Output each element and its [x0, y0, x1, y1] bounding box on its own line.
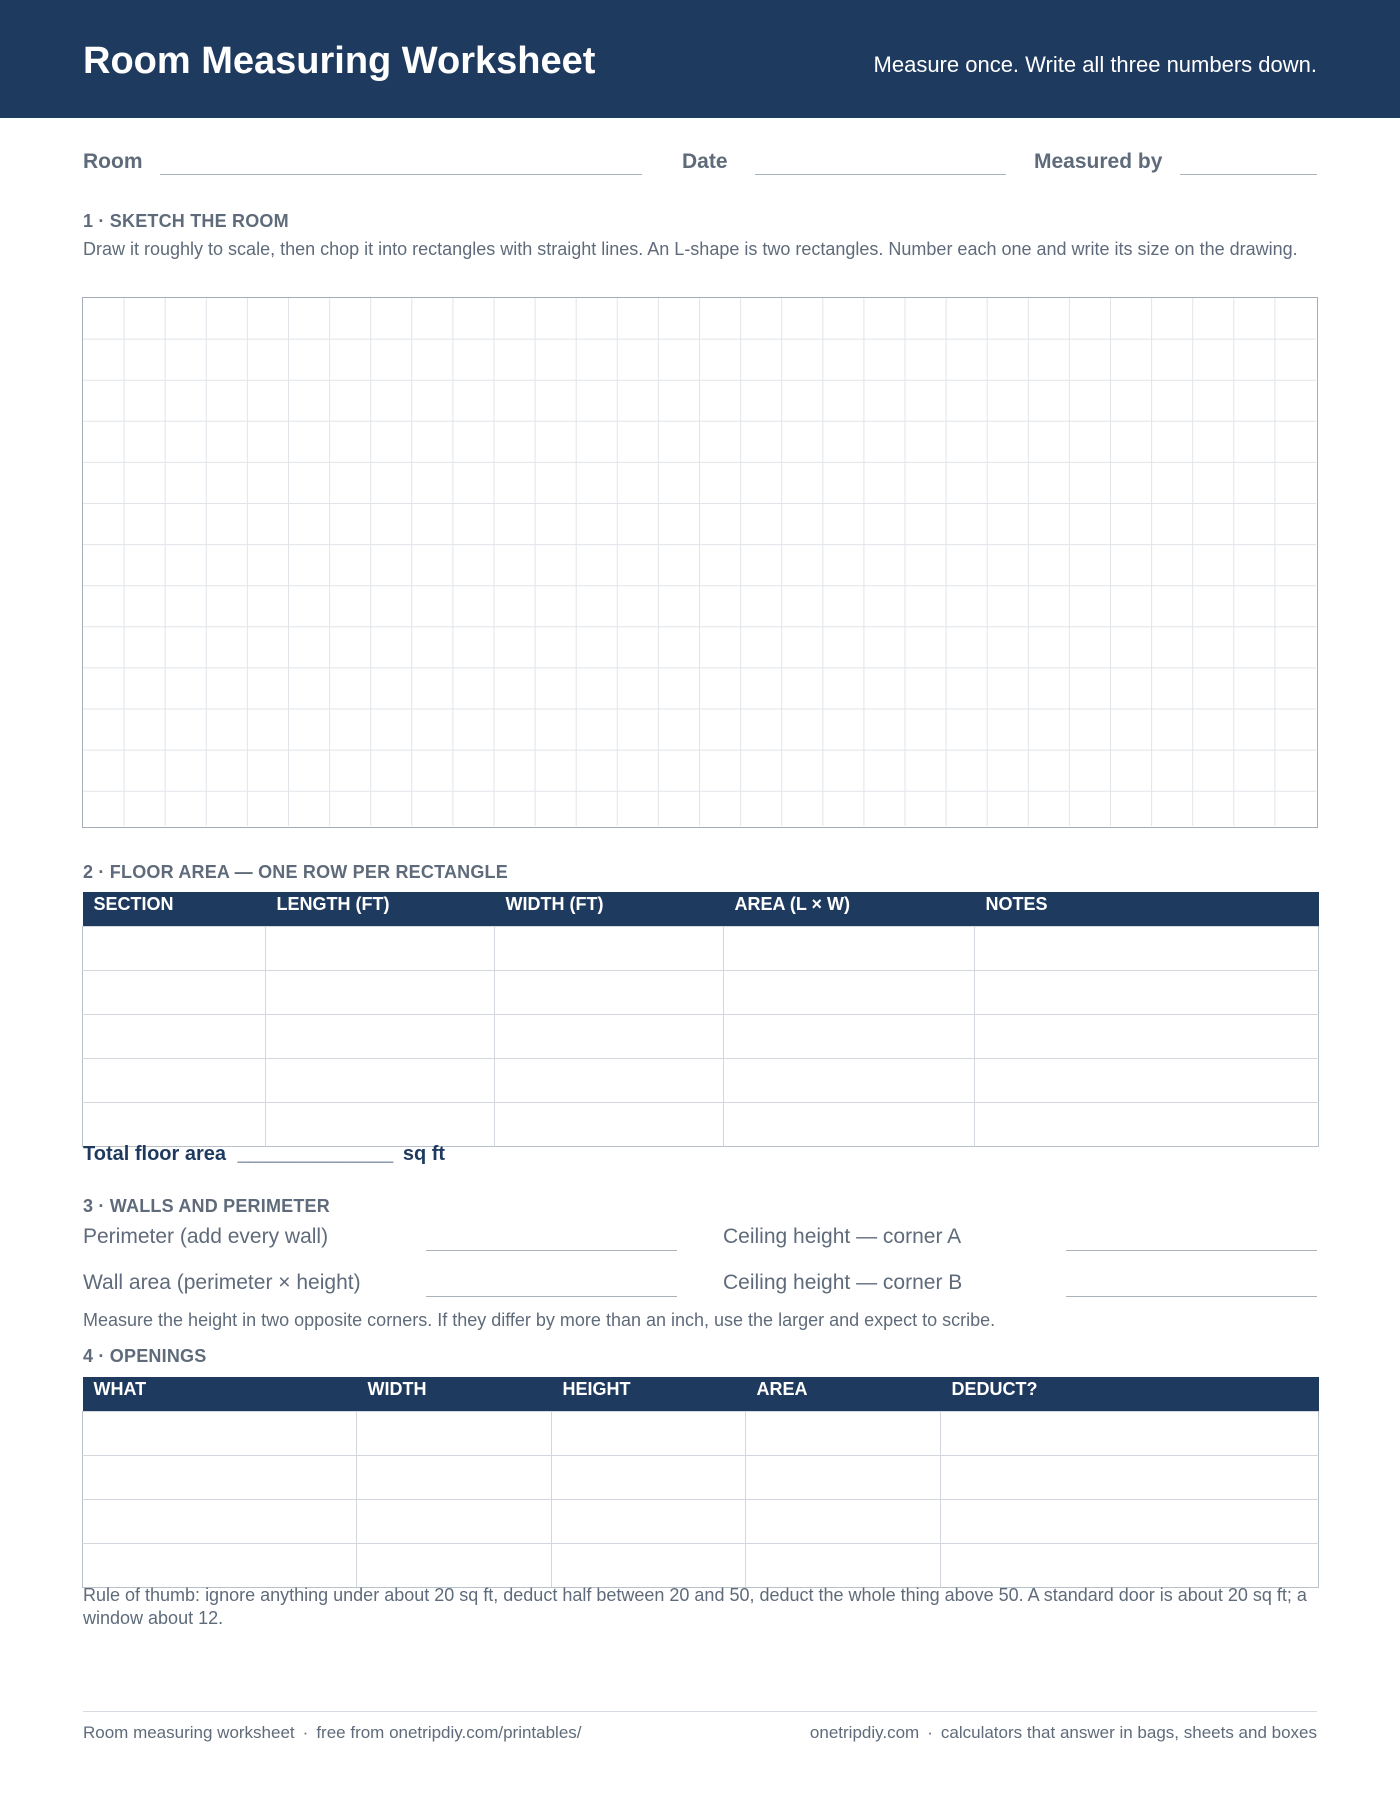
- section-3-note: Measure the height in two opposite corners. If they differ by more than an inch, use the larger and expect to scribe.: [83, 1310, 996, 1330]
- page-header: [0, 0, 1400, 118]
- table-cell[interactable]: [552, 1543, 746, 1587]
- section-4-note: Rule of thumb: ignore anything under about 20 sq ft, deduct half between 20 and 50, deduct the whole thing above 50. A standard door is about 20 sq ft; a window about 12.: [83, 1585, 1307, 1628]
- date-field[interactable]: [755, 174, 1006, 175]
- room-field[interactable]: [160, 174, 642, 175]
- total-floor-area: [83, 1143, 445, 1166]
- footer-separator: ·: [927, 1723, 933, 1742]
- table-cell[interactable]: [83, 1014, 266, 1058]
- col-what: WHAT: [83, 1377, 357, 1411]
- col-width: WIDTH (FT): [495, 892, 724, 926]
- table-row: [83, 1499, 1319, 1543]
- table-cell[interactable]: [552, 1411, 746, 1455]
- table-cell[interactable]: [357, 1411, 552, 1455]
- table-row: [83, 1058, 1319, 1102]
- meta-row: [83, 150, 1317, 178]
- table-cell[interactable]: [83, 1058, 266, 1102]
- table-row: [83, 926, 1319, 970]
- table-cell[interactable]: [495, 1014, 724, 1058]
- table-row: [83, 1411, 1319, 1455]
- floor-area-header-row: [83, 892, 1319, 926]
- openings-header-row: [83, 1377, 1319, 1411]
- table-cell[interactable]: [83, 1455, 357, 1499]
- perimeter-field[interactable]: [426, 1250, 677, 1251]
- table-cell[interactable]: [83, 1102, 266, 1146]
- table-cell[interactable]: [975, 1102, 1319, 1146]
- table-cell[interactable]: [975, 970, 1319, 1014]
- total-floor-area-unit: sq ft: [402, 1143, 446, 1165]
- col-width: WIDTH: [357, 1377, 552, 1411]
- table-cell[interactable]: [724, 1014, 975, 1058]
- table-cell[interactable]: [975, 1058, 1319, 1102]
- table-cell[interactable]: [495, 970, 724, 1014]
- section-1-instructions: Draw it roughly to scale, then chop it into rectangles with straight lines. An L-shape is two rectangles. Number each one and write its size on the drawing.: [83, 239, 1298, 259]
- measured-by-field[interactable]: [1180, 174, 1317, 175]
- table-row: [83, 1014, 1319, 1058]
- col-area: AREA (L × W): [724, 892, 975, 926]
- table-cell[interactable]: [746, 1411, 941, 1455]
- footer-source-link[interactable]: free from onetripdiy.com/printables/: [316, 1723, 582, 1742]
- table-row: [83, 1102, 1319, 1146]
- col-deduct: DEDUCT?: [941, 1377, 1319, 1411]
- footer-right: [810, 1723, 1317, 1743]
- footer-left: [83, 1723, 582, 1743]
- table-cell[interactable]: [357, 1499, 552, 1543]
- ceiling-b-field[interactable]: [1066, 1296, 1317, 1297]
- total-floor-area-label: Total floor area: [83, 1143, 226, 1165]
- table-row: [83, 970, 1319, 1014]
- col-length: LENGTH (FT): [266, 892, 495, 926]
- table-cell[interactable]: [266, 1058, 495, 1102]
- page-title: Room Measuring Worksheet: [83, 40, 596, 82]
- footer-separator: ·: [302, 1723, 309, 1742]
- table-cell[interactable]: [495, 1102, 724, 1146]
- sketch-grid[interactable]: [82, 297, 1318, 828]
- wall-area-label: Wall area (perimeter × height): [83, 1271, 361, 1294]
- table-cell[interactable]: [724, 1102, 975, 1146]
- footer-site-link[interactable]: onetripdiy.com: [809, 1723, 920, 1742]
- table-cell[interactable]: [724, 926, 975, 970]
- table-cell[interactable]: [83, 1499, 357, 1543]
- table-cell[interactable]: [83, 1411, 357, 1455]
- ceiling-a-label: Ceiling height — corner A: [723, 1225, 962, 1248]
- floor-area-table: [82, 892, 1319, 1147]
- table-cell[interactable]: [724, 1058, 975, 1102]
- col-area: AREA: [746, 1377, 941, 1411]
- col-notes: NOTES: [975, 892, 1319, 926]
- table-cell[interactable]: [941, 1499, 1319, 1543]
- table-cell[interactable]: [357, 1455, 552, 1499]
- table-cell[interactable]: [266, 970, 495, 1014]
- footer-divider: [83, 1711, 1317, 1712]
- table-cell[interactable]: [724, 970, 975, 1014]
- table-cell[interactable]: [941, 1455, 1319, 1499]
- section-2-title: 2 · FLOOR AREA — ONE ROW PER RECTANGLE: [83, 862, 508, 882]
- sketch-grid-lines: [83, 298, 1316, 826]
- section-4-title: 4 · OPENINGS: [83, 1346, 207, 1366]
- table-cell[interactable]: [746, 1543, 941, 1587]
- table-cell[interactable]: [975, 926, 1319, 970]
- measured-by-label: Measured by: [1034, 150, 1163, 173]
- date-label: Date: [682, 150, 728, 173]
- table-cell[interactable]: [266, 1014, 495, 1058]
- footer-tagline: calculators that answer in bags, sheets and boxes: [940, 1723, 1317, 1742]
- col-section: SECTION: [83, 892, 266, 926]
- table-row: [83, 1455, 1319, 1499]
- table-cell[interactable]: [266, 926, 495, 970]
- table-cell[interactable]: [975, 1014, 1319, 1058]
- section-3-title: 3 · WALLS AND PERIMETER: [83, 1196, 330, 1216]
- table-cell[interactable]: [266, 1102, 495, 1146]
- table-cell[interactable]: [495, 1058, 724, 1102]
- table-cell[interactable]: [552, 1455, 746, 1499]
- table-cell[interactable]: [552, 1499, 746, 1543]
- room-label: Room: [83, 150, 143, 173]
- table-cell[interactable]: [941, 1411, 1319, 1455]
- table-cell[interactable]: [357, 1543, 552, 1587]
- total-floor-area-blank[interactable]: ______________: [237, 1143, 394, 1165]
- table-cell[interactable]: [746, 1455, 941, 1499]
- table-cell[interactable]: [941, 1543, 1319, 1587]
- header-tagline: Measure once. Write all three numbers down.: [873, 52, 1317, 77]
- ceiling-b-label: Ceiling height — corner B: [723, 1271, 963, 1294]
- wall-area-field[interactable]: [426, 1296, 677, 1297]
- table-row: [83, 1543, 1319, 1587]
- table-cell[interactable]: [746, 1499, 941, 1543]
- footer-worksheet-name: Room measuring worksheet: [83, 1723, 295, 1742]
- table-cell[interactable]: [83, 1543, 357, 1587]
- perimeter-label: Perimeter (add every wall): [83, 1225, 329, 1248]
- table-cell[interactable]: [495, 926, 724, 970]
- col-height: HEIGHT: [552, 1377, 746, 1411]
- ceiling-a-field[interactable]: [1066, 1250, 1317, 1251]
- table-cell[interactable]: [83, 926, 266, 970]
- table-cell[interactable]: [83, 970, 266, 1014]
- section-1-title: 1 · SKETCH THE ROOM: [83, 211, 289, 231]
- openings-table: [82, 1377, 1319, 1588]
